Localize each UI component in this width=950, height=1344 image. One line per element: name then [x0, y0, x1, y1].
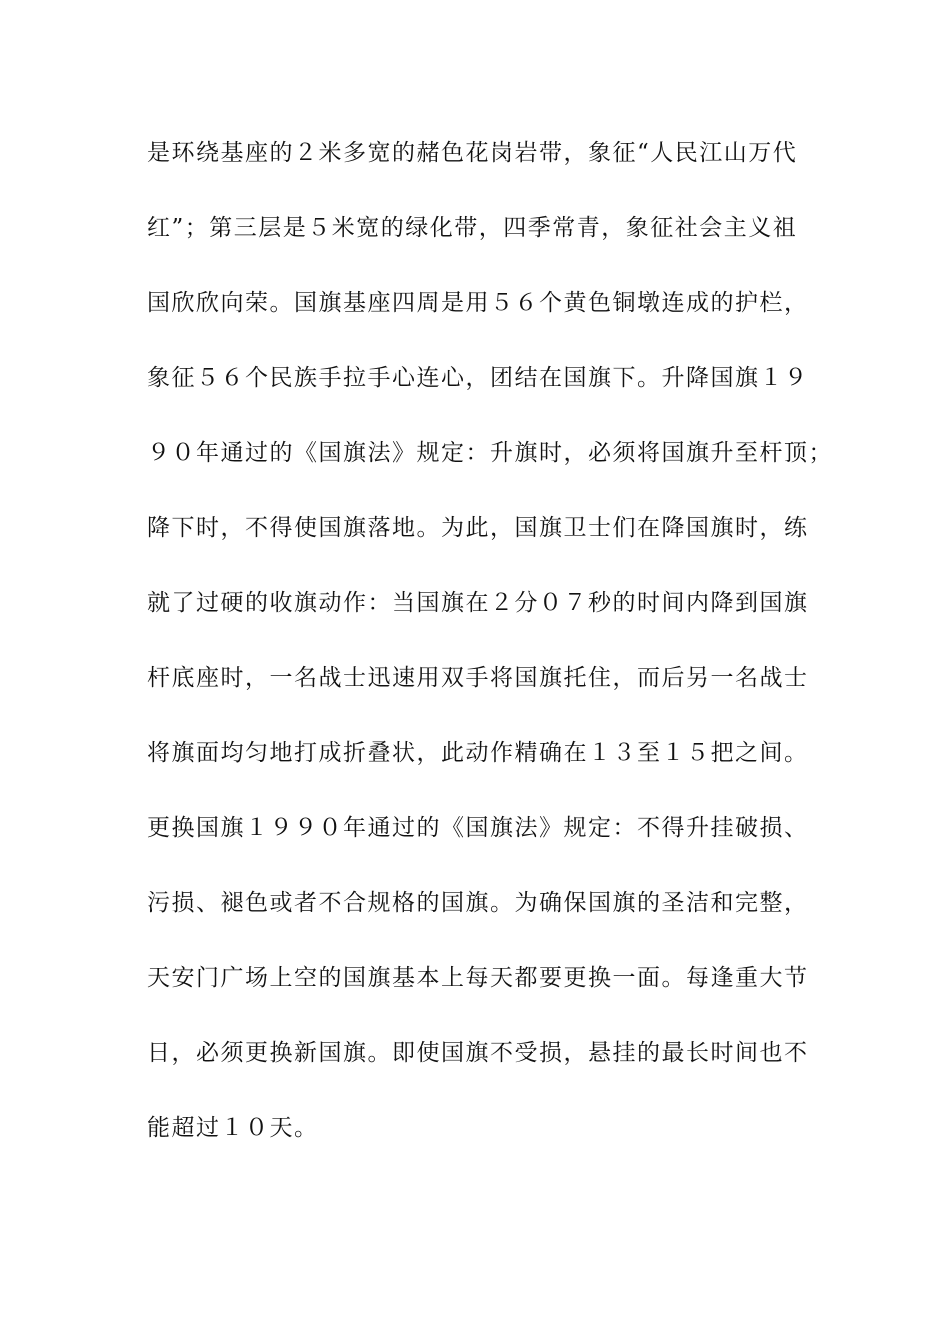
text-line: 象征５６个民族手拉手心连心，团结在国旗下。升降国旗１９	[147, 365, 809, 391]
text-line: 日，必须更换新国旗。即使国旗不受损，悬挂的最长时间也不	[147, 1040, 809, 1066]
text-line: 更换国旗１９９０年通过的《国旗法》规定：不得升挂破损、	[147, 815, 809, 841]
text-line: 是环绕基座的２米多宽的赭色花岗岩带，象征“人民江山万代	[147, 140, 798, 166]
text-line: 能超过１０天。	[147, 1115, 319, 1141]
body-text	[147, 132, 833, 1182]
text-line: 杆底座时，一名战士迅速用双手将国旗托住，而后另一名战士	[147, 665, 809, 691]
text-line: ９０年通过的《国旗法》规定：升旗时，必须将国旗升至杆顶；	[147, 440, 833, 466]
text-line: 红”；第三层是５米宽的绿化带，四季常青，象征社会主义祖	[147, 215, 798, 241]
text-line: 降下时，不得使国旗落地。为此，国旗卫士们在降国旗时，练	[147, 515, 809, 541]
text-line: 国欣欣向荣。国旗基座四周是用５６个黄色铜墩连成的护栏，	[147, 290, 809, 316]
text-line: 将旗面均匀地打成折叠状，此动作精确在１３至１５把之间。	[147, 740, 809, 766]
text-line: 天安门广场上空的国旗基本上每天都要更换一面。每逢重大节	[147, 965, 809, 991]
text-line: 就了过硬的收旗动作：当国旗在２分０７秒的时间内降到国旗	[147, 590, 809, 616]
text-line: 污损、褪色或者不合规格的国旗。为确保国旗的圣洁和完整，	[147, 890, 809, 916]
